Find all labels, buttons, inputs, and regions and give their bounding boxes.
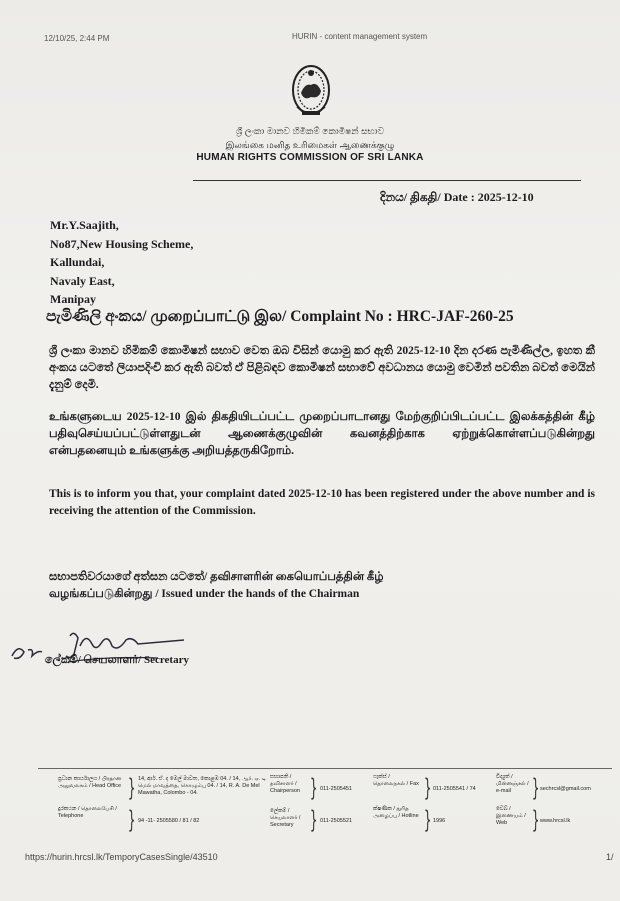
footer-brace: } — [531, 806, 540, 834]
footer-brace: } — [309, 774, 318, 802]
letter-date: දිනය/ திகதி/ Date : 2025-12-10 — [380, 190, 534, 204]
footer-telephone: 94 -11- 2505580 / 81 / 82 — [138, 818, 200, 824]
body-paragraph-tamil: உங்களுடைய 2025-12-10 இல் திகதியிடப்பட்ட முறைப்பாடானது மேற்குறிப்பிடப்பட்ட இலக்கத்தின் கீழ் பதிவுசெய்யப்பட்டுள்ளதுடன் ஆணைக்குழுவின் கவனத்திற்காக ஏற்றுக்கொள்ளப்படுகின்றது என்பதனையும் உங்களுக்கு அறியத்தருகிறோம். — [49, 411, 595, 457]
secretary-title: ලේකම්/ செயலாளர்/ Secretary — [45, 654, 189, 666]
footer-telephone-label: දුරකථන / தொலைபேசி / Telephone — [58, 806, 117, 819]
recipient-line: Mr.Y.Saajith, — [50, 218, 119, 232]
footer-head-office-label: ප්‍රධාන කාර්යාලය / பிரதான அலுவலகம் / Head Office — [58, 776, 122, 789]
footer-email-label: විද්‍යුත් / மின்னஞ்சல் / e-mail — [496, 774, 529, 794]
print-url: https://hurin.hrcsl.lk/TemporyCasesSingle/43510 — [25, 852, 218, 862]
footer-email[interactable]: sechrcsl@gmail.com — [540, 786, 591, 792]
body-paragraph-sinhala: ශ්‍රී ලංකා මානව හිමිකම් කොමිෂන් සභාව වෙත ඔබ විසින් යොමු කර ඇති 2025-12-10 දින දරණ පැමිණිල්ල, ඉහත කී අංකය යටතේ ලියාපදිංචි කර ඇති බවත් ඒ පිළිබඳව කොමිෂන් සභාවේ අවධානය යොමු වෙමින් පවතින බවත් මෙයින් දැනුම් දෙමි. — [49, 345, 595, 391]
page-number: 1/ — [606, 852, 614, 862]
footer-secretary-phone: 011-2505521 — [320, 818, 353, 824]
org-name-sinhala: ශ්‍රී ලංකා මානව හිමිකම් කොමිෂන් සභාව — [235, 126, 385, 136]
print-system-name: HURIN - content management system — [292, 32, 428, 41]
recipient-line: Navaly East, — [50, 274, 115, 288]
recipient-line: No87,New Housing Scheme, — [50, 237, 194, 251]
org-name-tamil: இலங்கை மனித உரிமைகள் ஆணைக்குழு — [225, 140, 395, 150]
footer-address: 14, ආර්. ඒ. ද මෙල් මාවත, කොළඹ 04. / 14, ஆர். ஏ. டி மெல் மாவத்தை, கொழும்பு 04. / 14, R. A. De Mel Mawatha, Colombo - 04. — [138, 776, 267, 796]
footer-chairperson-label: සභාපති / தவிசாளர் / Chairperson — [270, 774, 300, 794]
footer-web[interactable]: www.hrcsl.lk — [540, 818, 571, 824]
footer-fax-label: ෆැක්ස් / தொலைநகல் / Fax — [373, 774, 419, 787]
header-divider — [193, 180, 581, 181]
footer-brace: } — [127, 774, 136, 802]
footer-hotline-label: ක්ෂණික / துரித அழைப்பு / Hotline — [373, 806, 419, 819]
footer-brace: } — [423, 774, 432, 802]
footer-secretary-label: ලේකම් / செயலாளர் / Secretary — [270, 808, 301, 828]
footer-divider — [38, 768, 612, 769]
footer-chairperson-phone: 011-2505451 — [320, 786, 353, 792]
issued-under-line-2: வழங்கப்படுகின்றது / Issued under the hands of the Chairman — [49, 588, 360, 600]
footer-brace: } — [531, 774, 540, 802]
sri-lanka-emblem-icon — [289, 63, 333, 123]
footer-brace: } — [309, 806, 318, 834]
recipient-line: Kallundai, — [50, 255, 105, 269]
footer-brace: } — [127, 806, 136, 834]
footer-web-label: වෙබ් / இணையம் / Web — [496, 806, 526, 826]
print-timestamp: 12/10/25, 2:44 PM — [44, 34, 110, 43]
body-paragraph-english: This is to inform you that, your complaint dated 2025-12-10 has been registered under the above number and is receiving the attention of the Commission. — [49, 488, 595, 517]
footer-hotline: 1996 — [433, 818, 446, 824]
recipient-line: Manipay — [50, 292, 97, 306]
org-name-english: HUMAN RIGHTS COMMISSION OF SRI LANKA — [196, 152, 424, 163]
footer-fax: 011-2505541 / 74 — [433, 786, 476, 792]
footer-brace: } — [423, 806, 432, 834]
complaint-number: පැමිණිලි අංකය/ முறைப்பாட்டு இல/ Complaint No : HRC-JAF-260-25 — [46, 308, 514, 325]
issued-under-line-1: සභාපතිවරයාගේ අත්සන යටතේ/ தவிசாளரின் கையொப்பத்தின் கீழ் — [49, 571, 384, 583]
